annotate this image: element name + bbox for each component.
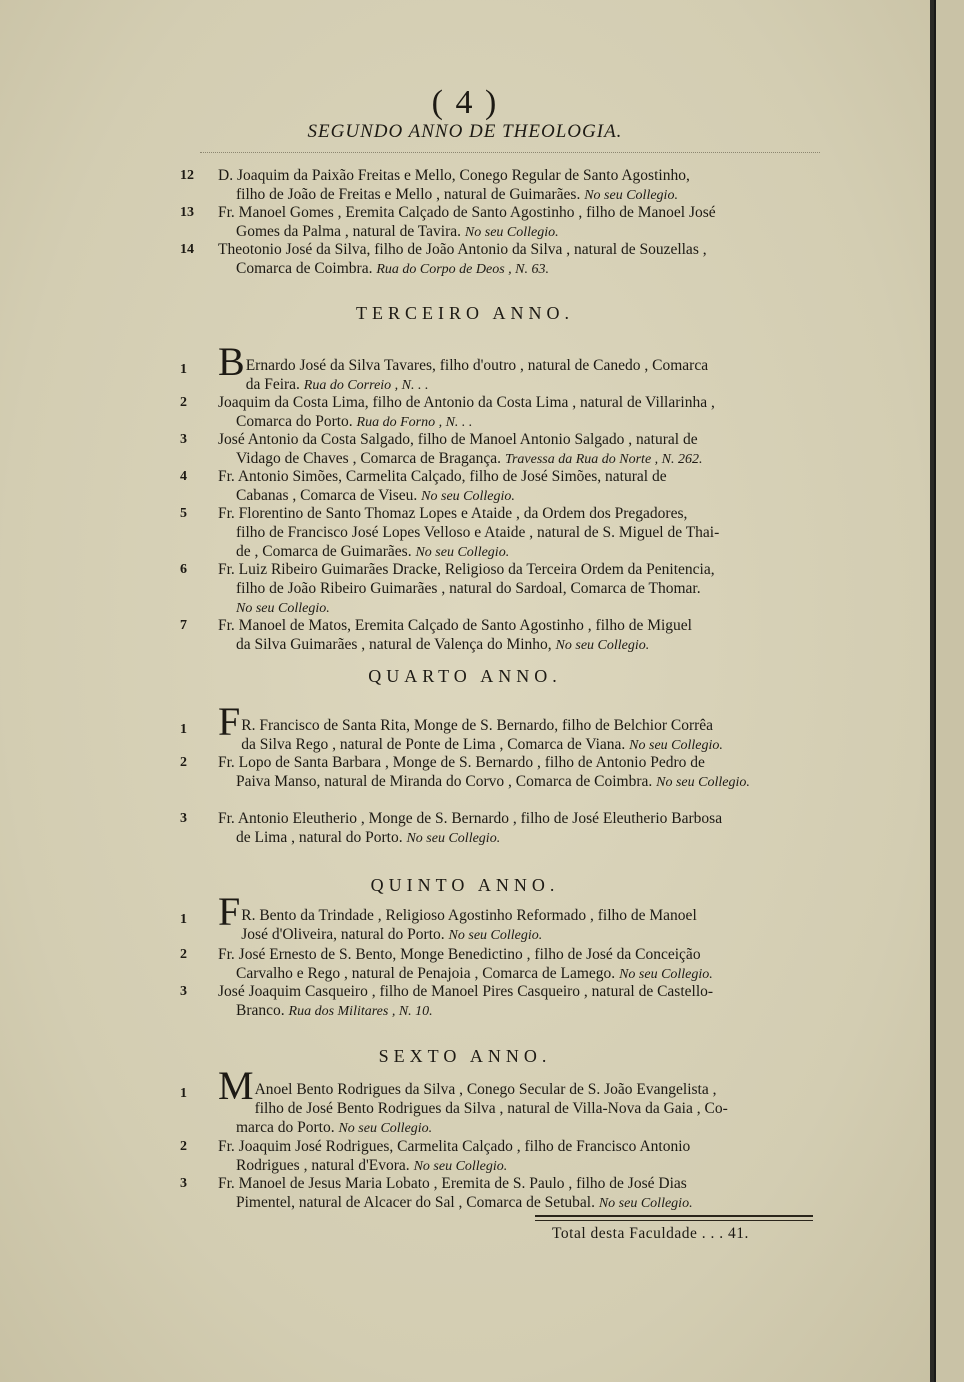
entry-address: No seu Collegio. — [464, 225, 559, 240]
entry-address: No seu Collegio. — [619, 967, 713, 982]
list-item — [180, 203, 820, 242]
entry-text: Fr. Antonio Simões, Carmelita Calçado, filho de José Simões, natural de — [218, 468, 667, 485]
entry-number: 3 — [180, 1176, 187, 1191]
entry-number: 1 — [180, 1086, 187, 1101]
entry-address: No seu Collegio. — [406, 831, 501, 846]
list-item — [180, 1137, 820, 1176]
entry-number: 1 — [180, 722, 187, 737]
total-line — [552, 1225, 822, 1243]
entry-number: 2 — [180, 755, 187, 770]
entry-text: José Joaquim Casqueiro , filho de Manoel Pires Casqueiro , natural de Castello- — [218, 983, 714, 1000]
entry-text: Comarca do Porto. — [236, 413, 353, 430]
drop-cap: B — [218, 339, 245, 384]
list-item — [180, 1174, 820, 1213]
entry-text: Fr. Manoel de Jesus Maria Lobato , Eremita de S. Paulo , filho de José Dias — [218, 1175, 687, 1192]
list-item — [180, 339, 820, 395]
section-title: QUARTO ANNO. — [368, 666, 562, 686]
entry-address: Rua dos Militares , N. 10. — [288, 1004, 433, 1019]
entry-number: 2 — [180, 395, 187, 410]
section-title: QUINTO ANNO. — [370, 875, 560, 895]
entry-number: 5 — [180, 506, 187, 521]
page-number: ( 4 ) — [431, 84, 499, 121]
entry-address: No seu Collegio. — [448, 928, 543, 943]
entry-address: No seu Collegio. — [598, 1196, 693, 1211]
list-item — [180, 1063, 820, 1138]
list-item — [180, 393, 820, 432]
divider — [200, 152, 820, 153]
entry-address: No seu Collegio. — [338, 1121, 433, 1136]
entry-text: Rodrigues , natural d'Evora. — [236, 1157, 410, 1174]
entry-number: 3 — [180, 432, 187, 447]
entry-text: Cabanas , Comarca de Viseu. — [236, 487, 418, 504]
list-item — [180, 945, 820, 984]
entry-number: 1 — [180, 362, 187, 377]
list-item — [180, 240, 820, 279]
entry-text: Fr. Joaquim José Rodrigues, Carmelita Calçado , filho de Francisco Antonio — [218, 1138, 691, 1155]
entry-address: Travessa da Rua do Norte , N. 262. — [504, 452, 703, 467]
section-title: TERCEIRO ANNO. — [356, 303, 574, 323]
entry-number: 3 — [180, 984, 187, 999]
total-label: Total desta Faculdade . . . — [552, 1225, 724, 1242]
list-item — [180, 166, 820, 205]
entry-number: 7 — [180, 618, 187, 633]
total-value: 41. — [728, 1225, 749, 1242]
entry-text: Fr. Luiz Ribeiro Guimarães Dracke, Religioso da Terceira Ordem da Penitencia, — [218, 561, 715, 578]
entry-text: filho de Francisco José Lopes Velloso e Ataide , natural de S. Miguel de Thai- — [236, 524, 720, 541]
list-item — [180, 467, 820, 506]
entry-text: da Silva Rego , natural de Ponte de Lima , Comarca de Viana. — [241, 736, 626, 753]
entry-text: Vidago de Chaves , Comarca de Bragança. — [236, 450, 502, 467]
entry-text: Anoel Bento Rodrigues da Silva , Conego Secular de S. João Evangelista , — [254, 1081, 717, 1098]
entry-number: 14 — [180, 242, 194, 257]
list-item — [180, 560, 820, 618]
entry-text: Comarca de Coimbra. — [236, 260, 373, 277]
entry-number: 4 — [180, 469, 187, 484]
entry-number: 3 — [180, 811, 187, 826]
entry-number: 2 — [180, 947, 187, 962]
list-item — [180, 504, 820, 562]
entry-text: de Lima , natural do Porto. — [236, 829, 403, 846]
entry-text: Branco. — [236, 1002, 285, 1019]
entry-address: No seu Collegio. — [656, 775, 750, 790]
drop-cap: M — [218, 1063, 254, 1108]
entry-address: No seu Collegio. — [415, 545, 510, 560]
entry-text: José Antonio da Costa Salgado, filho de Manoel Antonio Salgado , natural de — [218, 431, 698, 448]
entry-address: No seu Collegio. — [584, 188, 678, 203]
list-item — [180, 699, 820, 755]
entry-address: No seu Collegio. — [413, 1159, 508, 1174]
entry-address: No seu Collegio. — [629, 738, 723, 753]
facing-page-edge — [934, 0, 964, 1382]
entry-text: Pimentel, natural de Alcacer do Sal , Comarca de Setubal. — [236, 1194, 595, 1211]
list-item — [180, 753, 820, 792]
entry-text: marca do Porto. — [236, 1119, 335, 1136]
drop-cap: F — [218, 699, 241, 744]
entry-text: Fr. Antonio Eleutherio , Monge de S. Bernardo , filho de José Eleutherio Barbosa — [218, 810, 723, 827]
entry-text: Paiva Manso, natural de Miranda do Corvo , Comarca de Coimbra. — [236, 773, 653, 790]
entry-text: José d'Oliveira, natural do Porto. — [241, 926, 445, 943]
entry-number: 1 — [180, 912, 187, 927]
entry-text: Joaquim da Costa Lima, filho de Antonio da Costa Lima , natural de Villarinha , — [218, 394, 715, 411]
year-title: SEGUNDO ANNO DE THEOLOGIA. — [307, 121, 623, 142]
drop-cap: F — [218, 889, 241, 934]
entry-address: Rua do Corpo de Deos , N. 63. — [376, 262, 549, 277]
entry-address: No seu Collegio. — [236, 601, 330, 616]
entry-address: Rua do Forno , N. . . — [356, 415, 473, 430]
entry-text: da Silva Guimarães , natural de Valença do Minho, — [236, 636, 552, 653]
entry-text: filho de João de Freitas e Mello , natural de Guimarães. — [236, 186, 581, 203]
entry-text: de , Comarca de Guimarães. — [236, 543, 412, 560]
entry-text: Carvalho e Rego , natural de Penajoia , Comarca de Lamego. — [236, 965, 616, 982]
entry-text: R. Francisco de Santa Rita, Monge de S. Bernardo, filho de Belchior Corrêa — [241, 717, 714, 734]
entry-text: Fr. Manoel Gomes , Eremita Calçado de Santo Agostinho , filho de Manoel José — [218, 204, 716, 221]
entry-text: Fr. Manoel de Matos, Eremita Calçado de Santo Agostinho , filho de Miguel — [218, 617, 692, 634]
entry-address: No seu Collegio. — [421, 489, 515, 504]
list-item — [180, 889, 820, 945]
entry-text: R. Bento da Trindade , Religioso Agostinho Reformado , filho de Manoel — [241, 907, 697, 924]
entry-number: 2 — [180, 1139, 187, 1154]
entry-number: 13 — [180, 205, 194, 220]
section-title: SEXTO ANNO. — [378, 1046, 552, 1066]
entry-address: No seu Collegio. — [555, 638, 650, 653]
list-item — [180, 430, 820, 469]
entry-number: 12 — [180, 168, 194, 183]
entry-text: Fr. Florentino de Santo Thomaz Lopes e Ataide , da Ordem dos Pregadores, — [218, 505, 688, 522]
list-item — [180, 809, 820, 848]
entry-text: Fr. José Ernesto de S. Bento, Monge Benedictino , filho de José da Conceição — [218, 946, 701, 963]
entry-text: filho de José Bento Rodrigues da Silva , natural de Villa-Nova da Gaia , Co- — [254, 1100, 728, 1117]
entry-text: Ernardo José da Silva Tavares, filho d'outro , natural de Canedo , Comarca — [245, 357, 709, 374]
list-item — [180, 982, 820, 1021]
entry-text: D. Joaquim da Paixão Freitas e Mello, Conego Regular de Santo Agostinho, — [218, 167, 690, 184]
entry-text: Theotonio José da Silva, filho de João Antonio da Silva , natural de Souzellas , — [218, 241, 707, 258]
total-rule — [535, 1215, 813, 1221]
entry-text: Gomes da Palma , natural de Tavira. — [236, 223, 462, 240]
list-item — [180, 616, 820, 655]
entry-text: da Feira. — [245, 376, 300, 393]
entry-address: Rua do Correio , N. . . — [303, 378, 429, 393]
entry-text: Fr. Lopo de Santa Barbara , Monge de S. Bernardo , filho de Antonio Pedro de — [218, 754, 705, 771]
entry-number: 6 — [180, 562, 187, 577]
entry-text: filho de João Ribeiro Guimarães , natural do Sardoal, Comarca de Thomar. — [236, 580, 701, 597]
